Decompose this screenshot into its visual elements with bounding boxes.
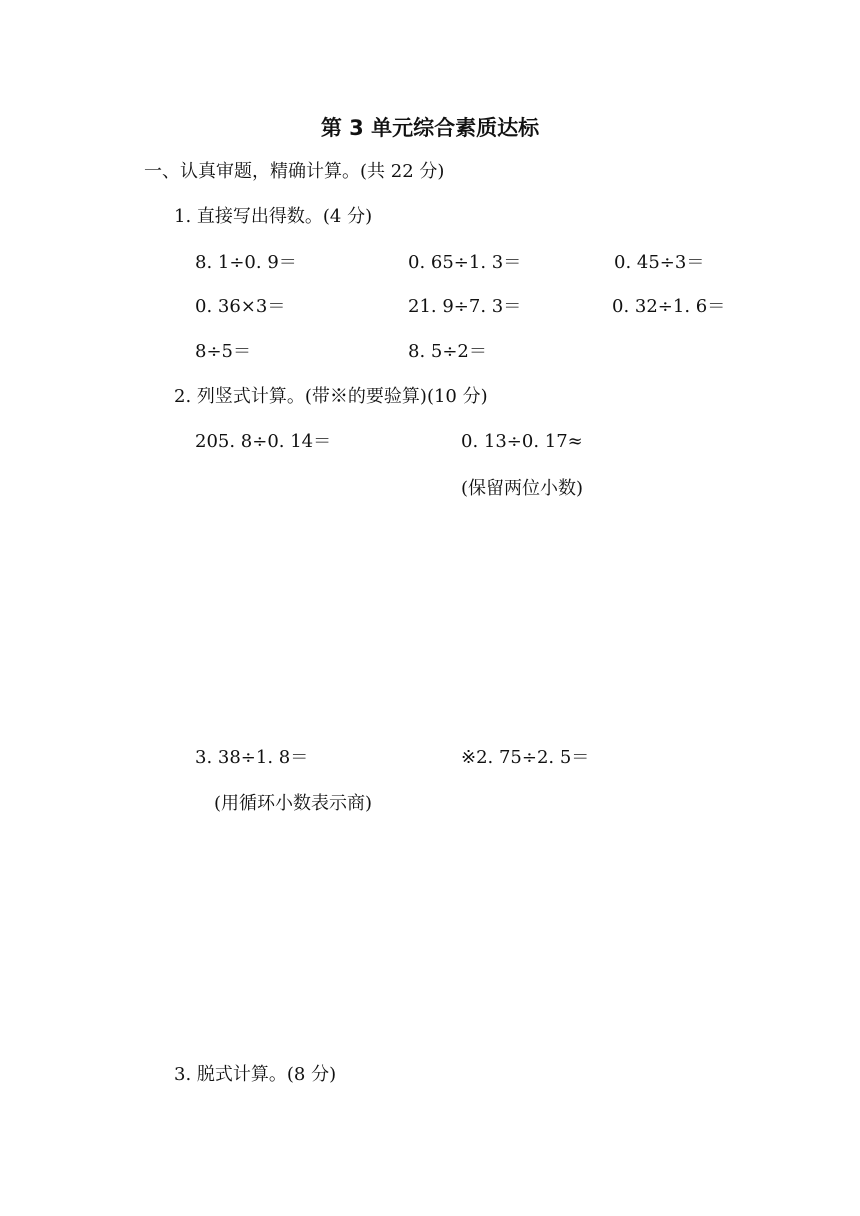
page-title: 第 3 单元综合素质达标 <box>320 116 540 140</box>
question-1-heading: 1. 直接写出得数。(4 分) <box>174 206 373 227</box>
oral-calc-item: 0. 32÷1. 6＝ <box>612 296 726 317</box>
oral-calc-item: 0. 36×3＝ <box>195 296 286 317</box>
vertical-calc-expression: 0. 13÷0. 17≈ <box>461 431 583 452</box>
oral-calc-item: 8. 5÷2＝ <box>408 341 487 362</box>
oral-calc-item: 8÷5＝ <box>195 341 251 362</box>
oral-calc-item: 0. 45÷3＝ <box>614 252 705 273</box>
vertical-calc-expression: 3. 38÷1. 8＝ <box>195 747 309 768</box>
question-3-heading: 3. 脱式计算。(8 分) <box>174 1064 337 1085</box>
oral-calc-item: 0. 65÷1. 3＝ <box>408 252 522 273</box>
vertical-calc-note: (保留两位小数) <box>461 478 584 499</box>
vertical-calc-expression: ※2. 75÷2. 5＝ <box>461 747 590 768</box>
question-2-heading: 2. 列竖式计算。(带※的要验算)(10 分) <box>174 386 488 407</box>
section-1-heading: 一、认真审题，精确计算。(共 22 分) <box>144 161 445 182</box>
vertical-calc-note: (用循环小数表示商) <box>214 793 373 814</box>
vertical-calc-expression: 205. 8÷0. 14＝ <box>195 431 332 452</box>
oral-calc-item: 8. 1÷0. 9＝ <box>195 252 297 273</box>
oral-calc-item: 21. 9÷7. 3＝ <box>408 296 522 317</box>
